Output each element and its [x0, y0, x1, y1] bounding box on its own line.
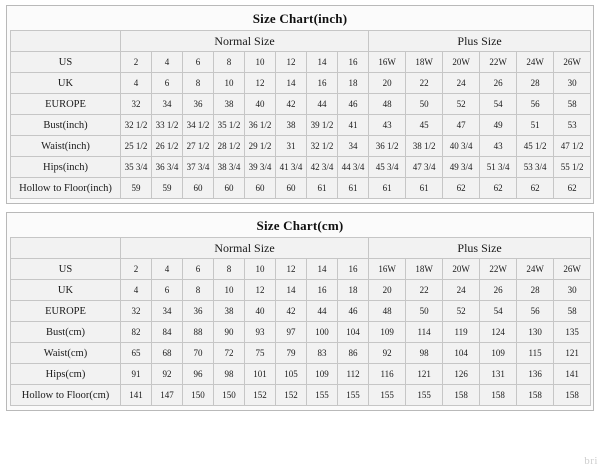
cell: 109 [307, 364, 338, 385]
cell: 44 [307, 94, 338, 115]
cell: 158 [480, 385, 517, 406]
cell: 60 [245, 178, 276, 199]
cell: 26W [554, 259, 591, 280]
cell: 155 [406, 385, 443, 406]
size-chart-inch-table [10, 30, 591, 199]
cell: 62 [554, 178, 591, 199]
row-label-bust-cm: Bust(cm) [11, 322, 121, 343]
cell: 18 [338, 73, 369, 94]
row-label-hips-inch: Hips(inch) [11, 157, 121, 178]
cell: 20 [369, 73, 406, 94]
size-chart-cm-block [6, 212, 594, 411]
table-row [11, 73, 591, 94]
group-header-corner [11, 31, 121, 52]
cell: 40 3/4 [443, 136, 480, 157]
cell: 48 [369, 301, 406, 322]
cell: 36 3/4 [152, 157, 183, 178]
cell: 26 [480, 280, 517, 301]
cell: 39 1/2 [307, 115, 338, 136]
cell: 65 [121, 343, 152, 364]
cell: 98 [214, 364, 245, 385]
cell: 54 [480, 94, 517, 115]
cell: 56 [517, 94, 554, 115]
cell: 49 3/4 [443, 157, 480, 178]
table-row [11, 52, 591, 73]
cell: 28 1/2 [214, 136, 245, 157]
cell: 116 [369, 364, 406, 385]
cell: 62 [517, 178, 554, 199]
row-label-hollow-to-floor-inch: Hollow to Floor(inch) [11, 178, 121, 199]
cell: 25 1/2 [121, 136, 152, 157]
row-label-hips-cm: Hips(cm) [11, 364, 121, 385]
cell: 32 1/2 [307, 136, 338, 157]
cell: 119 [443, 322, 480, 343]
cell: 82 [121, 322, 152, 343]
cell: 49 [480, 115, 517, 136]
cell: 29 1/2 [245, 136, 276, 157]
cell: 61 [307, 178, 338, 199]
cell: 61 [338, 178, 369, 199]
cell: 36 1/2 [245, 115, 276, 136]
cell: 12 [245, 73, 276, 94]
cell: 14 [276, 280, 307, 301]
cell: 12 [276, 52, 307, 73]
table-row [11, 94, 591, 115]
cell: 47 [443, 115, 480, 136]
cell: 38 1/2 [406, 136, 443, 157]
row-label-europe: EUROPE [11, 94, 121, 115]
cell: 38 3/4 [214, 157, 245, 178]
cell: 93 [245, 322, 276, 343]
cell: 34 1/2 [183, 115, 214, 136]
table-row [11, 115, 591, 136]
cell: 121 [554, 343, 591, 364]
cell: 40 [245, 94, 276, 115]
cell: 42 3/4 [307, 157, 338, 178]
cell: 43 [480, 136, 517, 157]
cell: 6 [183, 52, 214, 73]
cell: 45 [406, 115, 443, 136]
group-header-normal-size: Normal Size [121, 31, 369, 52]
cell: 112 [338, 364, 369, 385]
cell: 155 [369, 385, 406, 406]
cell: 152 [245, 385, 276, 406]
cell: 101 [245, 364, 276, 385]
cell: 79 [276, 343, 307, 364]
cell: 40 [245, 301, 276, 322]
cell: 48 [369, 94, 406, 115]
cell: 14 [307, 52, 338, 73]
cell: 16 [338, 52, 369, 73]
cell: 36 1/2 [369, 136, 406, 157]
cell: 20 [369, 280, 406, 301]
cell: 37 3/4 [183, 157, 214, 178]
cell: 16 [338, 259, 369, 280]
row-label-uk: UK [11, 73, 121, 94]
cell: 92 [369, 343, 406, 364]
cell: 24W [517, 52, 554, 73]
row-label-hollow-to-floor-cm: Hollow to Floor(cm) [11, 385, 121, 406]
group-header-plus-size: Plus Size [369, 238, 591, 259]
cell: 10 [214, 280, 245, 301]
cell: 109 [480, 343, 517, 364]
cell: 14 [276, 73, 307, 94]
cell: 18 [338, 280, 369, 301]
cell: 104 [443, 343, 480, 364]
cell: 75 [245, 343, 276, 364]
group-header-plus-size: Plus Size [369, 31, 591, 52]
cell: 24 [443, 280, 480, 301]
cell: 8 [214, 259, 245, 280]
cell: 130 [517, 322, 554, 343]
cell: 45 3/4 [369, 157, 406, 178]
cell: 4 [121, 73, 152, 94]
cell: 46 [338, 94, 369, 115]
row-label-waist-cm: Waist(cm) [11, 343, 121, 364]
cell: 124 [480, 322, 517, 343]
cell: 44 [307, 301, 338, 322]
row-label-europe: EUROPE [11, 301, 121, 322]
cell: 33 1/2 [152, 115, 183, 136]
cell: 47 1/2 [554, 136, 591, 157]
cell: 155 [338, 385, 369, 406]
cell: 22W [480, 52, 517, 73]
cell: 4 [121, 280, 152, 301]
cell: 141 [554, 364, 591, 385]
table-row-group-headers [11, 31, 591, 52]
cell: 155 [307, 385, 338, 406]
table-row [11, 178, 591, 199]
cell: 42 [276, 94, 307, 115]
cell: 31 [276, 136, 307, 157]
table-row [11, 136, 591, 157]
cell: 22 [406, 280, 443, 301]
cell: 58 [554, 94, 591, 115]
cell: 8 [183, 73, 214, 94]
table-row [11, 385, 591, 406]
cell: 34 [338, 136, 369, 157]
cell: 35 3/4 [121, 157, 152, 178]
cell: 32 [121, 94, 152, 115]
cell: 158 [517, 385, 554, 406]
cell: 60 [276, 178, 307, 199]
cell: 96 [183, 364, 214, 385]
cell: 42 [276, 301, 307, 322]
cell: 115 [517, 343, 554, 364]
cell: 4 [152, 52, 183, 73]
cell: 55 1/2 [554, 157, 591, 178]
cell: 50 [406, 301, 443, 322]
cell: 141 [121, 385, 152, 406]
cell: 90 [214, 322, 245, 343]
table-row [11, 280, 591, 301]
cell: 54 [480, 301, 517, 322]
cell: 34 [152, 301, 183, 322]
cell: 6 [152, 280, 183, 301]
cell: 18W [406, 52, 443, 73]
cell: 12 [245, 280, 276, 301]
table-row [11, 364, 591, 385]
row-label-us: US [11, 52, 121, 73]
cell: 38 [214, 94, 245, 115]
cell: 36 [183, 94, 214, 115]
watermark: bri [584, 455, 598, 467]
cell: 14 [307, 259, 338, 280]
cell: 51 [517, 115, 554, 136]
cell: 83 [307, 343, 338, 364]
cell: 36 [183, 301, 214, 322]
cell: 84 [152, 322, 183, 343]
page-title-cm: Size Chart(cm) [256, 218, 344, 233]
cell: 44 3/4 [338, 157, 369, 178]
size-chart-inch-block [6, 5, 594, 204]
cell: 4 [152, 259, 183, 280]
cell: 16 [307, 73, 338, 94]
cell: 131 [480, 364, 517, 385]
cell: 26W [554, 52, 591, 73]
cell: 61 [369, 178, 406, 199]
cell: 41 3/4 [276, 157, 307, 178]
cell: 72 [214, 343, 245, 364]
row-label-bust-inch: Bust(inch) [11, 115, 121, 136]
cell: 38 [214, 301, 245, 322]
cell: 27 1/2 [183, 136, 214, 157]
cell: 38 [276, 115, 307, 136]
cell: 105 [276, 364, 307, 385]
cell: 22 [406, 73, 443, 94]
cell: 52 [443, 94, 480, 115]
cell: 62 [480, 178, 517, 199]
cell: 152 [276, 385, 307, 406]
cell: 60 [214, 178, 245, 199]
cell: 150 [183, 385, 214, 406]
cell: 16 [307, 280, 338, 301]
row-label-waist-inch: Waist(inch) [11, 136, 121, 157]
cell: 52 [443, 301, 480, 322]
cell: 53 3/4 [517, 157, 554, 178]
cell: 92 [152, 364, 183, 385]
cell: 22W [480, 259, 517, 280]
cell: 26 1/2 [152, 136, 183, 157]
cell: 39 3/4 [245, 157, 276, 178]
size-chart-page [0, 5, 600, 468]
cell: 8 [214, 52, 245, 73]
cell: 98 [406, 343, 443, 364]
cell: 53 [554, 115, 591, 136]
cell: 10 [214, 73, 245, 94]
cell: 114 [406, 322, 443, 343]
cell: 158 [554, 385, 591, 406]
cell: 56 [517, 301, 554, 322]
cell: 2 [121, 52, 152, 73]
cell: 91 [121, 364, 152, 385]
cell: 35 1/2 [214, 115, 245, 136]
cell: 20W [443, 259, 480, 280]
cell: 58 [554, 301, 591, 322]
cell: 51 3/4 [480, 157, 517, 178]
cell: 24 [443, 73, 480, 94]
cell: 16W [369, 52, 406, 73]
cell: 60 [183, 178, 214, 199]
cell: 46 [338, 301, 369, 322]
cell: 150 [214, 385, 245, 406]
cell: 136 [517, 364, 554, 385]
group-header-corner [11, 238, 121, 259]
cell: 30 [554, 73, 591, 94]
cell: 47 3/4 [406, 157, 443, 178]
cell: 109 [369, 322, 406, 343]
cell: 59 [121, 178, 152, 199]
cell: 97 [276, 322, 307, 343]
cell: 45 1/2 [517, 136, 554, 157]
cell: 158 [443, 385, 480, 406]
cell: 32 [121, 301, 152, 322]
cell: 8 [183, 280, 214, 301]
table-row [11, 259, 591, 280]
cell: 147 [152, 385, 183, 406]
cell: 50 [406, 94, 443, 115]
cell: 10 [245, 52, 276, 73]
cell: 32 1/2 [121, 115, 152, 136]
cell: 62 [443, 178, 480, 199]
cell: 12 [276, 259, 307, 280]
cell: 59 [152, 178, 183, 199]
row-label-us: US [11, 259, 121, 280]
cell: 6 [183, 259, 214, 280]
group-header-normal-size: Normal Size [121, 238, 369, 259]
table-row [11, 157, 591, 178]
cell: 61 [406, 178, 443, 199]
cell: 2 [121, 259, 152, 280]
cell: 88 [183, 322, 214, 343]
cell: 135 [554, 322, 591, 343]
cell: 68 [152, 343, 183, 364]
size-chart-cm-table [10, 237, 591, 406]
cell: 34 [152, 94, 183, 115]
cell: 41 [338, 115, 369, 136]
table-row [11, 343, 591, 364]
table-row [11, 322, 591, 343]
cell: 126 [443, 364, 480, 385]
cell: 24W [517, 259, 554, 280]
cell: 100 [307, 322, 338, 343]
table-row-group-headers [11, 238, 591, 259]
cell: 26 [480, 73, 517, 94]
cell: 86 [338, 343, 369, 364]
table-row [11, 301, 591, 322]
cell: 30 [554, 280, 591, 301]
cell: 16W [369, 259, 406, 280]
cell: 70 [183, 343, 214, 364]
cell: 104 [338, 322, 369, 343]
cell: 18W [406, 259, 443, 280]
cell: 121 [406, 364, 443, 385]
row-label-uk: UK [11, 280, 121, 301]
cell: 10 [245, 259, 276, 280]
cell: 20W [443, 52, 480, 73]
cell: 6 [152, 73, 183, 94]
cell: 28 [517, 73, 554, 94]
page-title-inch: Size Chart(inch) [252, 11, 348, 26]
cell: 28 [517, 280, 554, 301]
cell: 43 [369, 115, 406, 136]
